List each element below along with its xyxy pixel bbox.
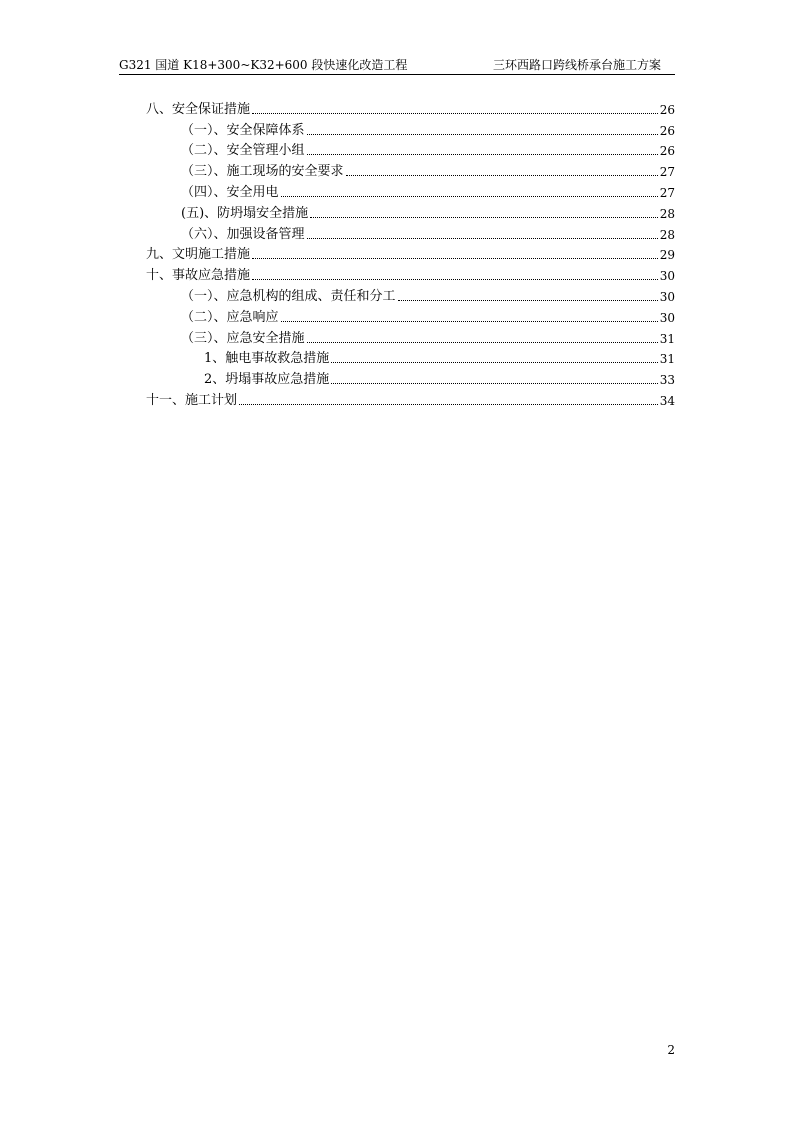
toc-dot-leader <box>310 217 658 218</box>
page-number: 2 <box>667 1043 675 1057</box>
toc-dot-leader <box>307 134 658 135</box>
toc-entry[interactable] <box>146 367 675 388</box>
toc-dot-leader <box>252 279 658 280</box>
toc-entry-page: 27 <box>659 185 675 200</box>
toc-entry-page: 26 <box>659 123 675 138</box>
toc-dot-leader <box>252 258 658 259</box>
toc-entry-page: 26 <box>659 102 675 117</box>
toc-entry[interactable] <box>146 180 675 201</box>
toc-entry[interactable] <box>146 222 675 243</box>
table-of-contents <box>146 97 675 409</box>
toc-entry[interactable] <box>146 347 675 368</box>
toc-dot-leader <box>307 342 658 343</box>
toc-entry-page: 27 <box>659 165 675 180</box>
toc-entry[interactable] <box>146 159 675 180</box>
toc-entry-title: 2、坍塌事故应急措施 <box>204 372 330 388</box>
toc-entry-title: （二）、安全管理小组 <box>181 143 305 159</box>
toc-entry[interactable] <box>146 139 675 160</box>
toc-entry-title: （六）、加强设备管理 <box>181 226 305 242</box>
toc-entry[interactable] <box>146 388 675 409</box>
toc-entry[interactable] <box>146 97 675 118</box>
toc-entry-page: 31 <box>659 331 675 346</box>
toc-entry-title: 八、安全保证措施 <box>146 101 251 117</box>
toc-entry-title: （一）、安全保障体系 <box>181 122 305 138</box>
toc-entry[interactable] <box>146 326 675 347</box>
toc-entry[interactable] <box>146 284 675 305</box>
toc-entry[interactable] <box>146 201 675 222</box>
toc-dot-leader <box>281 196 658 197</box>
header-document-title: 三环西路口跨线桥承台施工方案 <box>492 58 661 72</box>
toc-entry-title: （一）、应急机构的组成、责任和分工 <box>181 288 396 304</box>
toc-dot-leader <box>398 300 658 301</box>
toc-entry-page: 30 <box>659 289 675 304</box>
toc-entry-page: 30 <box>659 269 675 284</box>
toc-entry-page: 29 <box>659 248 675 263</box>
header-project-title: G321 国道 K18+300~K32+600 段快速化改造工程 <box>119 58 408 72</box>
toc-entry-title: 1、触电事故救急措施 <box>204 351 330 367</box>
toc-entry-title: 十一、施工计划 <box>146 392 238 408</box>
toc-dot-leader <box>307 154 658 155</box>
toc-entry-title: 九、文明施工措施 <box>146 247 251 263</box>
toc-entry-title: (五)、防坍塌安全措施 <box>181 205 309 221</box>
toc-entry-page: 28 <box>659 227 675 242</box>
page-header <box>119 56 675 75</box>
toc-dot-leader <box>331 383 657 384</box>
toc-entry[interactable] <box>146 305 675 326</box>
toc-entry-title: （三）、应急安全措施 <box>181 330 305 346</box>
toc-entry-page: 34 <box>659 393 675 408</box>
toc-entry-page: 28 <box>659 206 675 221</box>
toc-entry-title: （三）、施工现场的安全要求 <box>181 164 344 180</box>
toc-entry-title: （四）、安全用电 <box>181 184 279 200</box>
toc-dot-leader <box>239 404 658 405</box>
toc-entry[interactable] <box>146 118 675 139</box>
toc-entry-page: 30 <box>659 310 675 325</box>
toc-entry-page: 33 <box>659 373 675 388</box>
toc-entry[interactable] <box>146 263 675 284</box>
toc-dot-leader <box>281 321 658 322</box>
toc-entry-page: 31 <box>659 352 675 367</box>
toc-entry-page: 26 <box>659 144 675 159</box>
toc-dot-leader <box>252 113 658 114</box>
toc-entry-title: 十、事故应急措施 <box>146 268 251 284</box>
toc-dot-leader <box>346 175 658 176</box>
toc-entry-title: （二）、应急响应 <box>181 309 279 325</box>
toc-dot-leader <box>307 238 658 239</box>
toc-entry[interactable] <box>146 243 675 264</box>
toc-dot-leader <box>331 362 657 363</box>
